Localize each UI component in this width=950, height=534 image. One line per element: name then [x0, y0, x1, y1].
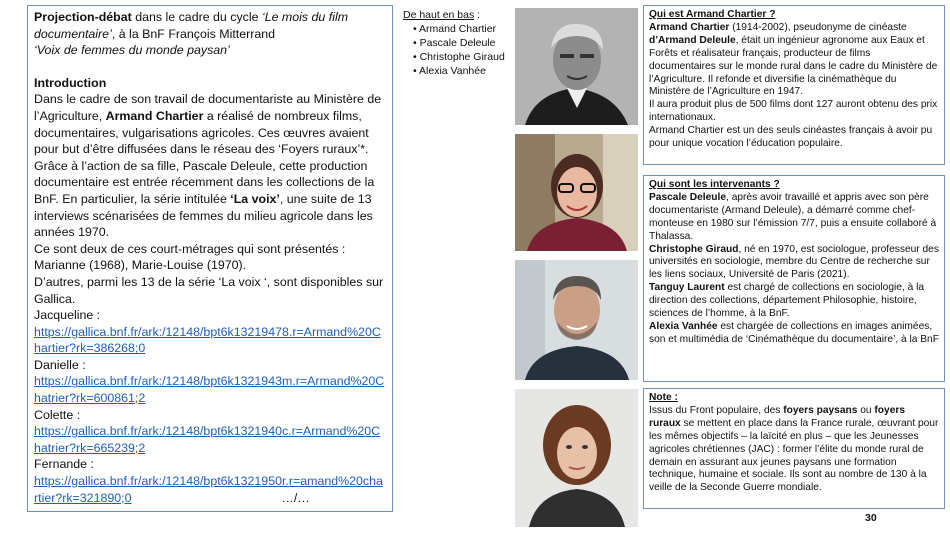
intro-text-1: Dans le cadre de son travail de documentariste au Ministère de l’Agriculture,	[34, 92, 382, 123]
title-bold: Projection-débat	[34, 10, 132, 24]
link-jacqueline[interactable]: https://gallica.bnf.fr/ark:/12148/bpt6k13219478.r=Armand%20Chartier?rk=386268;0	[34, 324, 381, 356]
chartier-name: Armand Chartier	[649, 21, 730, 33]
link-label-jacqueline: Jacqueline :	[34, 308, 101, 323]
link-colette[interactable]: https://gallica.bnf.fr/ark:/12148/bpt6k1321940c.r=Armand%20Chatrier?rk=665239;2	[34, 424, 381, 455]
chartier-name-2: d’Armand Deleule	[649, 34, 736, 46]
intro-text-box	[27, 5, 393, 512]
portrait-christophe-giraud	[515, 260, 638, 380]
intervenant-pascale	[649, 192, 939, 244]
portrait-alexia-vanhee	[515, 389, 638, 527]
intervenant-christophe	[649, 244, 939, 283]
note-text-3: se mettent en place dans la France rurale, œuvrant pour les mêmes objectifs – la laïcité en plus – que les Jeunesses agricoles chrétiennes (JAC) : former l’élite du monde rural de demain en assurant aux jeunes paysans une formation technique, humaine et sociale. Ils sont au nombre de 130 à la veille de la Seconde Guerre mondiale.	[649, 417, 939, 494]
note-bold-2: foyers ruraux	[649, 404, 905, 429]
caption-list	[403, 22, 513, 78]
chartier-text-2: , était un ingénieur agronome aux Eaux et Forêts et réalisateur français, producteur de films documentaires sur le monde rural dans le cadre du Ministère de l’Agriculture. Il refonde et diversifie la cinémathèque du Ministère de l’Agriculture en 1947.	[649, 34, 938, 98]
note-text	[649, 405, 939, 495]
presented-paragraph: Ce sont deux de ces court-métrages qui sont présentés : Marianne (1968), Marie-Louise (1970).	[34, 241, 346, 273]
intervenant-name: Alexia Vanhée	[649, 320, 718, 332]
caption-colon: :	[474, 9, 481, 21]
chartier-bio	[649, 22, 939, 99]
caption-title: De haut en bas	[403, 9, 475, 21]
chartier-vocation: Armand Chartier est un des seuls cinéastes français à avoir pu pour unique vocation l’éducation populaire.	[649, 125, 933, 150]
note-heading: Note :	[649, 392, 678, 403]
intervenant-name: Tanguy Laurent	[649, 282, 725, 294]
note-text-2: ou	[857, 404, 875, 416]
series-name: ‘Voix de femmes du monde paysan’	[34, 43, 230, 58]
title-rest: dans le cadre du cycle	[131, 10, 262, 24]
link-label-fernande: Fernande :	[34, 457, 94, 472]
intro-name: Armand Chartier	[105, 108, 204, 123]
chartier-heading: Qui est Armand Chartier ?	[649, 9, 776, 20]
note-box	[643, 388, 945, 509]
caption-item: • Armand Chartier	[413, 22, 513, 36]
chartier-prizes: Il aura produit plus de 500 films dont 127 auront obtenu des prix internationaux.	[649, 99, 938, 124]
portrait-pascale-deleule	[515, 134, 638, 251]
caption-item: • Christophe Giraud	[413, 50, 513, 64]
link-fernande[interactable]: https://gallica.bnf.fr/ark:/12148/bpt6k1321950r.r=amand%20chartier?rk=321890;0	[34, 474, 383, 505]
intro-paragraph	[34, 91, 386, 240]
intervenant-name: Pascale Deleule	[649, 191, 727, 203]
photo-caption	[403, 8, 513, 78]
note-bold-1: foyers paysans	[783, 404, 858, 416]
intro-heading: Introduction	[34, 75, 107, 90]
page-number: 30	[865, 512, 877, 524]
caption-item: • Pascale Deleule	[413, 36, 513, 50]
title-place: , à la BnF François Mitterrand	[111, 26, 276, 41]
intro-text-3: , une suite de 13 interviews scénarisées de femmes du milieu agricole dans les années 1970.	[34, 191, 373, 240]
intervenants-heading: Qui sont les intervenants ?	[649, 179, 780, 190]
link-label-danielle: Danielle :	[34, 357, 86, 372]
title-paragraph	[34, 9, 386, 59]
link-danielle[interactable]: https://gallica.bnf.fr/ark:/12148/bpt6k1321943m.r=Armand%20Chatrier?rk=600861;2	[34, 374, 385, 406]
intervenant-name: Christophe Giraud	[649, 243, 739, 255]
others-paragraph: D’autres, parmi les 13 de la série ‘La voix ‘, sont disponibles sur Gallica.	[34, 274, 384, 306]
intro-text-2: a réalisé de nombreux films, documentaires, vulgarisations agricoles. Ces œuvres avaient pour but d’être diffusées dans le réseau des ‘Foyers ruraux’*. Grâce à l’action de sa fille, Pascale Deleule, cette production documentaire est entrée récemment dans les collections de la BnF. En particulier, la série intitulée	[34, 108, 375, 206]
intervenant-tanguy	[649, 282, 939, 321]
intervenant-text: est chargé de collections en sociologie, à la direction des collections, département Philosophie, histoire, sciences de l’homme, à la BnF.	[649, 282, 924, 320]
continued-mark: …/…	[281, 490, 310, 505]
intervenant-text: est chargée de collections en images animées, son et multimédia de ‘Cinémathèque du documentaire’, à la BnF	[649, 320, 939, 345]
intervenant-alexia	[649, 321, 939, 347]
note-text-1: Issus du Front populaire, des	[649, 404, 784, 416]
chartier-text-1: (1914-2002), pseudonyme de cinéaste	[729, 21, 907, 33]
intervenants-box	[643, 175, 945, 382]
link-label-colette: Colette :	[34, 407, 81, 422]
caption-item: • Alexia Vanhée	[413, 64, 513, 78]
cycle-name: ‘Le mois du film documentaire’	[34, 10, 349, 41]
portrait-armand-chartier	[515, 8, 638, 125]
intervenant-text: , né en 1970, est sociologue, professeur des universités en sociologie, membre du Centre de recherche sur les liens sociaux, Université de Paris (2021).	[649, 243, 939, 281]
chartier-box	[643, 5, 945, 165]
intro-series: ‘La voix’	[230, 191, 280, 206]
intervenant-text: , après avoir travaillé et appris avec son père documentariste (Armand Deleule), a démarré comme chef-monteuse en 1980 sur l’émission 7/7, puis a ensuite collaboré à Thalassa.	[649, 191, 937, 242]
